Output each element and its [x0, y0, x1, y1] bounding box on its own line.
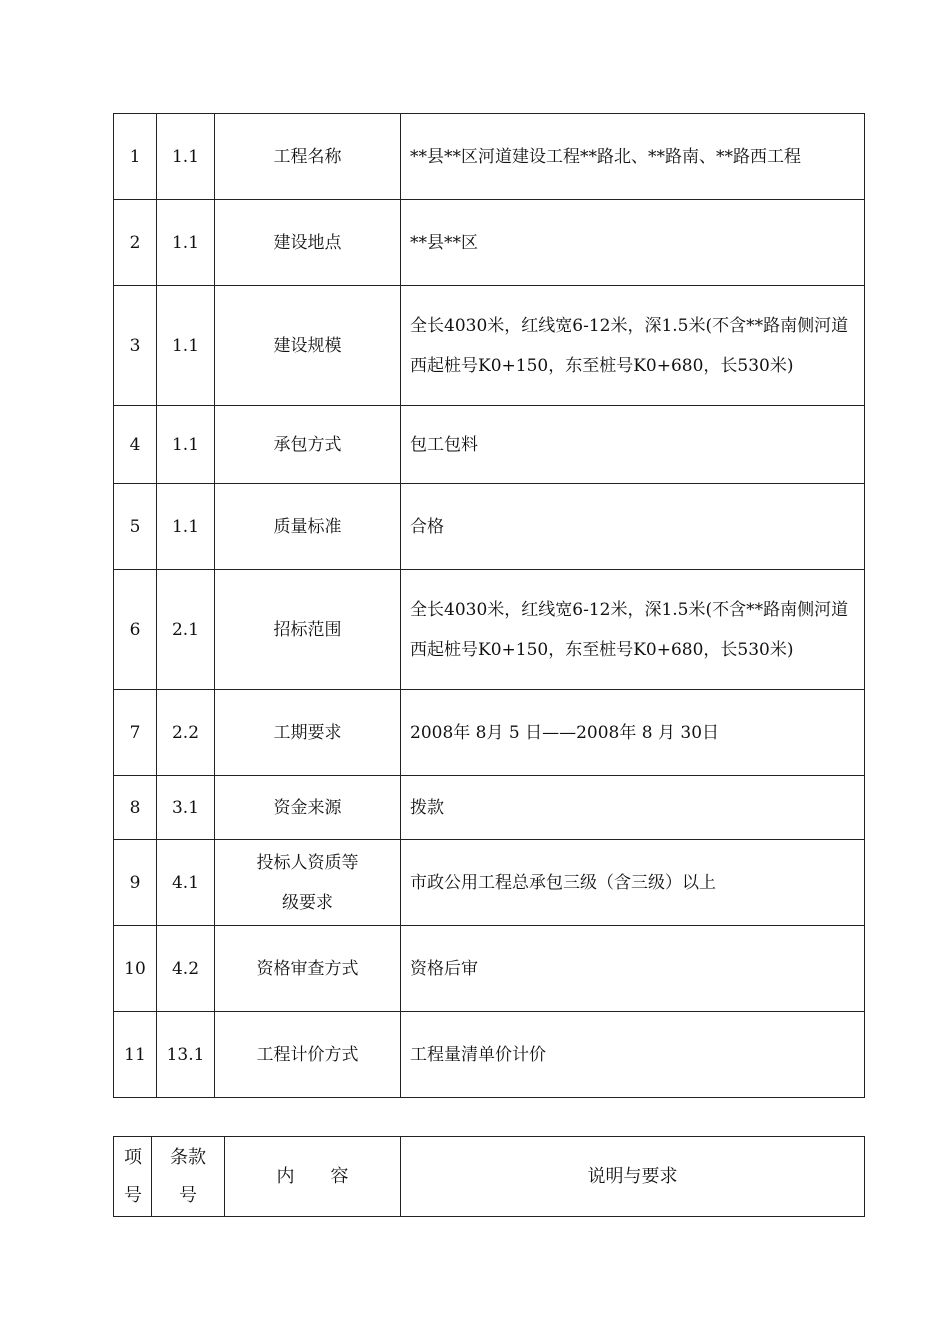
header-item-number: 项号	[114, 1137, 152, 1217]
item-description: 合格	[401, 484, 865, 570]
header-description: 说明与要求	[401, 1137, 865, 1217]
clause-number: 2.1	[157, 570, 215, 690]
item-number: 4	[114, 406, 157, 484]
item-number: 10	[114, 926, 157, 1012]
table-row	[114, 840, 865, 926]
item-number: 8	[114, 776, 157, 840]
item-name: 承包方式	[215, 406, 401, 484]
item-number: 7	[114, 690, 157, 776]
clause-number: 13.1	[157, 1012, 215, 1098]
item-number: 6	[114, 570, 157, 690]
bid-info-table	[113, 113, 865, 1098]
table-row	[114, 286, 865, 406]
item-name: 资格审查方式	[215, 926, 401, 1012]
clause-number: 3.1	[157, 776, 215, 840]
item-number: 5	[114, 484, 157, 570]
item-description: 拨款	[401, 776, 865, 840]
table-row	[114, 484, 865, 570]
item-description: 全长4030米，红线宽6-12米，深1.5米(不含**路南侧河道西起桩号K0+150，东至桩号K0+680，长530米)	[401, 570, 865, 690]
item-description: 包工包料	[401, 406, 865, 484]
clause-number: 1.1	[157, 484, 215, 570]
item-description: 资格后审	[401, 926, 865, 1012]
item-description: **县**区	[401, 200, 865, 286]
item-name: 质量标准	[215, 484, 401, 570]
header-clause-number: 条款号	[152, 1137, 225, 1217]
table-row	[114, 406, 865, 484]
table-row	[114, 570, 865, 690]
table-row	[114, 200, 865, 286]
clause-number: 1.1	[157, 200, 215, 286]
item-number: 3	[114, 286, 157, 406]
item-name: 资金来源	[215, 776, 401, 840]
item-number: 1	[114, 114, 157, 200]
item-name: 工程计价方式	[215, 1012, 401, 1098]
clause-number: 2.2	[157, 690, 215, 776]
item-description: 2008年 8月 5 日——2008年 8 月 30日	[401, 690, 865, 776]
table-row	[114, 926, 865, 1012]
table-row	[114, 114, 865, 200]
table-row	[114, 690, 865, 776]
item-number: 2	[114, 200, 157, 286]
table-row	[114, 1012, 865, 1098]
item-description: 工程量清单价计价	[401, 1012, 865, 1098]
item-number: 11	[114, 1012, 157, 1098]
header-content: 内 容	[225, 1137, 401, 1217]
item-description: 全长4030米，红线宽6-12米，深1.5米(不含**路南侧河道西起桩号K0+150，东至桩号K0+680，长530米)	[401, 286, 865, 406]
table-header	[113, 1136, 865, 1217]
item-name: 工期要求	[215, 690, 401, 776]
clause-number: 4.1	[157, 840, 215, 926]
clause-number: 4.2	[157, 926, 215, 1012]
item-number: 9	[114, 840, 157, 926]
clause-number: 1.1	[157, 114, 215, 200]
item-name: 投标人资质等级要求	[215, 840, 401, 926]
header-row	[114, 1137, 865, 1217]
item-description: 市政公用工程总承包三级（含三级）以上	[401, 840, 865, 926]
table-row	[114, 776, 865, 840]
item-name: 建设地点	[215, 200, 401, 286]
item-name: 工程名称	[215, 114, 401, 200]
item-name: 建设规模	[215, 286, 401, 406]
item-description: **县**区河道建设工程**路北、**路南、**路西工程	[401, 114, 865, 200]
item-name: 招标范围	[215, 570, 401, 690]
clause-number: 1.1	[157, 286, 215, 406]
clause-number: 1.1	[157, 406, 215, 484]
